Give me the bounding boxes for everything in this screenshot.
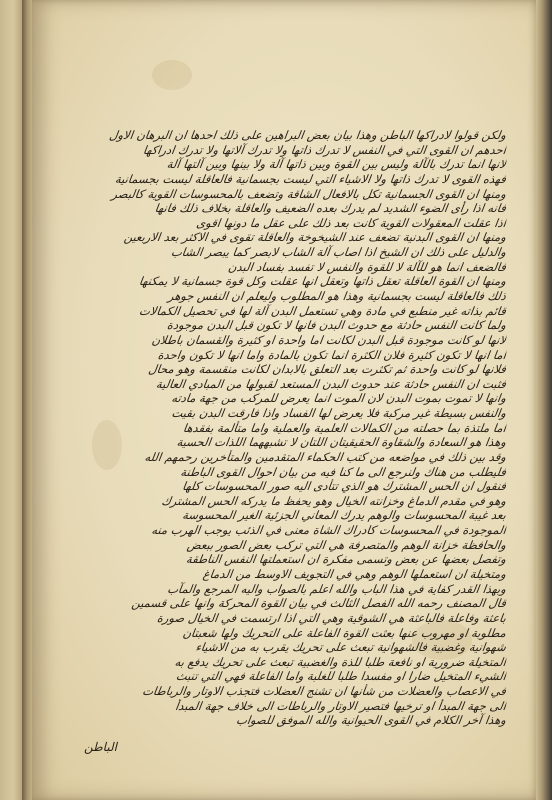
facing-page-edge [0,0,22,800]
manuscript-line: والنفس بسيطة غير مركبة فلا يعرض لها الفساد واذا فارقت البدن بقيت [170,406,507,420]
manuscript-line: في الاعصاب والعضلات من شأنها ان تشنج العضلات فتجذب الاوتار والرباطات [141,684,507,698]
manuscript-text-block [74,128,506,728]
manuscript-line: اما ملتذة بما حصلته من الكمالات العلمية والعملية واما متألمة بفقدها [182,421,507,435]
manuscript-line: فانه اذا رأى الضوء الشديد لم يدرك بعده الضعيف والعاقلة بخلاف ذلك فانها [153,201,507,215]
manuscript-line: ولكن قولوا لادراكها الباطن وهذا بيان بعض البراهين على ذلك احدها ان البرهان الاول [108,128,507,142]
manuscript-line: الى جهة المبدأ او ترخيها فتصير الاوتار والرباطات الى خلاف جهة المبدأ [174,699,507,713]
manuscript-line: والدليل على ذلك ان الشيخ اذا اصاب آلة الشاب لابصر كما يبصر الشاب [170,245,507,259]
manuscript-line: فنقول ان الحس المشترك هو الذي تتأدى اليه صور المحسوسات كلها [181,479,507,493]
manuscript-line: ولما كانت النفس حادثة مع حدوث البدن فانها لا تكون قبل البدن موجودة [166,318,507,332]
manuscript-line: وهو في مقدم الدماغ وخزانته الخيال وهو يحفظ ما يدركه الحس المشترك [160,494,507,508]
manuscript-line: فهذه القوى لا تدرك ذاتها ولا الاشياء التي ليست بجسمانية فالعاقلة ليست بجسمانية [114,172,507,186]
manuscript-line: لانها لو كانت موجودة قبل البدن لكانت اما واحدة او كثيرة والقسمان باطلان [150,333,507,347]
manuscript-line: ومتخيلة ان استعملها الوهم وهي في التجويف الاوسط من الدماغ [202,567,507,581]
manuscript-line: المتخيلة ضرورية او نافعة طلبا للذة والغضبية تبعث على تحريك يدفع به [173,655,507,669]
manuscript-line: الشيء المتخيل ضارا او مفسدا طلبا للغلبة واما الفاعلة فهي التي تنبث [175,669,507,683]
manuscript-line: فثبت ان النفس حادثة عند حدوث البدن المستعد لقبولها من المبادي العالية [155,377,507,391]
manuscript-line: وهذا آخر الكلام في القوى الحيوانية والله الموفق للصواب [235,713,507,727]
manuscript-line: قال المصنف رحمه الله الفصل الثالث في بيان القوة المحركة وانها على قسمين [130,596,507,610]
manuscript-line: ومنها ان القوى البدنية تضعف عند الشيخوخة والعاقلة تقوى في الاكثر بعد الاربعين [123,230,507,244]
manuscript-line: بعد غيبة المحسوسات والوهم يدرك المعاني الجزئية الغير المحسوسة [181,508,507,522]
page-right-edge [536,0,552,800]
manuscript-line: فليطلب من هناك ولنرجع الى ما كنا فيه من بيان احوال القوى الباطنة [179,465,507,479]
manuscript-line: ذلك فالعاقلة ليست بجسمانية وهذا هو المطلوب وليعلم ان النفس جوهر [167,289,507,303]
manuscript-line: قائم بذاته غير منطبع في مادة وهي تستعمل البدن آلة لها في تحصيل الكمالات [138,304,507,318]
manuscript-line: مطلوبة او مهروب عنها بعثت القوة الفاعلة على التحريك ولها شعبتان [181,626,507,640]
manuscript-line: وقد بين ذلك في مواضعه من كتب الحكماء المتقدمين والمتأخرين رحمهم الله [143,450,507,464]
manuscript-line: والحافظة خزانة الوهم والمتصرفة هي التي تركب بعض الصور ببعض [186,538,507,552]
manuscript-line: وبهذا القدر كفاية في هذا الباب والله اعلم بالصواب واليه المرجع والمآب [166,582,507,596]
manuscript-line: فالضعف انما هو للآلة لا للقوة والنفس لا تفسد بفساد البدن [227,260,507,274]
manuscript-line: باعثة وفاعلة فالباعثة هي الشوقية وهي التي اذا ارتسمت في الخيال صورة [156,611,507,625]
manuscript-line: اما انها لا تكون كثيرة فلان الكثرة انما تكون بالمادة واما انها لا تكون واحدة [156,348,507,362]
manuscript-line: الموجودة في المحسوسات كادراك الشاة معنى في الذئب يوجب الهرب منه [150,523,507,537]
manuscript-line: اذا عقلت المعقولات القوية كانت بعد ذلك على عقل ما دونها اقوى [195,216,507,230]
manuscript-line: فلانها لو كانت واحدة ثم تكثرت بعد التعلق بالابدان لكانت منقسمة وهو محال [147,362,507,376]
manuscript-line: احدهم ان القوى التي في النفس لا تدرك ذاتها ولا تدرك آلاتها ولا تدرك ادراكها [142,143,507,157]
manuscript-line: ومنها ان القوة العاقلة تعقل ذاتها وتعقل انها عقلت وكل قوة جسمانية لا يمكنها [138,274,507,288]
manuscript-line: وانها لا تموت بموت البدن لان الموت انما يعرض للمركب من جهة مادته [170,391,507,405]
manuscript-line: شهوانية وغضبية فالشهوانية تبعث على تحريك يقرب به من الاشياء [194,640,507,654]
manuscript-line: لانها انما تدرك بالآلة وليس بين القوة وبين ذاتها آلة ولا بينها وبين آلتها آلة [165,157,507,171]
manuscript-line: ومنها ان القوى الجسمانية تكل بالافعال الشاقة وتضعف بالمحسوسات القوية كالبصر [110,187,507,201]
manuscript-line: وتفصل بعضها عن بعض وتسمى مفكرة ان استعملتها النفس الناطقة [185,552,507,566]
manuscript-line: وهذا هو السعادة والشقاوة الحقيقيتان اللتان لا تشبههما اللذات الحسية [175,435,507,449]
catchword: الباطن [84,740,117,754]
